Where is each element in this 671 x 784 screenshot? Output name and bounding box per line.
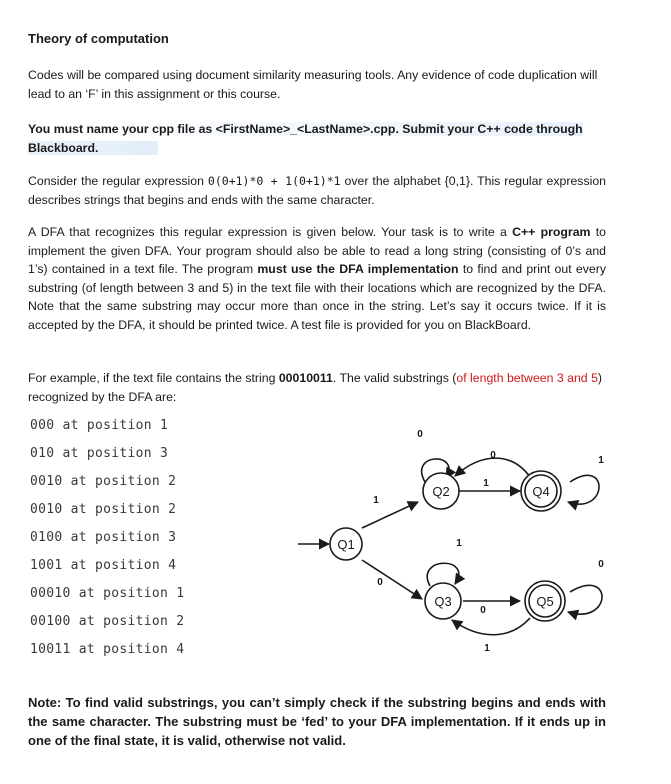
example-length-note: of length between 3 and 5	[456, 371, 598, 385]
edge-q5-self	[568, 585, 602, 614]
task-text-3: to find and print out every substring (of length between 3 and 5) in the text file with their locations which are recognized by the DFA. Note that the same substring may occur more than once in the string. Let’s say it occurs twice. If it is accepted by the DFA, it should be printed twice. A test file is provided for you on BlackBoard.	[28, 262, 606, 332]
task-text-1: A DFA that recognizes this regular expression is given below. Your task is to write a	[28, 225, 513, 239]
example-string: 00010011	[278, 371, 333, 385]
edge-q1-q2	[362, 502, 418, 528]
task-text-2: to implement the given DFA. Your program should also be able to read a long string (consisting of 0’s and 1’s) contained in a text file. The program	[28, 225, 606, 276]
page-title: Theory of computation	[28, 31, 169, 46]
label-q3-self: 1	[456, 538, 462, 549]
substring-item: 000 at position 1	[30, 418, 169, 433]
task-bold-2: must use the DFA implementation	[257, 262, 459, 276]
substring-item: 0100 at position 3	[30, 530, 177, 545]
edge-q5-q3	[452, 618, 530, 635]
label-q2-self: 0	[417, 429, 423, 440]
regex-expression: 0(0+1)*0 + 1(0+1)*1	[207, 174, 341, 188]
substring-item: 00100 at position 2	[30, 614, 185, 629]
example-text-1: For example, if the text file contains the string	[28, 371, 279, 385]
label-q1-q2: 1	[373, 495, 379, 506]
plagiarism-paragraph: Codes will be compared using document similarity measuring tools. Any evidence of code duplication will lead to an ‘F’ in this assignment or this course.	[28, 68, 598, 101]
note-paragraph: Note: To find valid substrings, you can’t simply check if the substring begins and ends with the same character. The substring must be ‘fed’ to your DFA implementation. If it ends up in one of the final state, it is valid, otherwise not valid.	[28, 695, 606, 748]
example-text-2: . The valid substrings (	[332, 371, 457, 385]
regex-text-2: over the alphabet {0,1}. This regular expression describes strings that begins and ends with the same character.	[28, 174, 607, 207]
example-text-3: ) recognized by the DFA are:	[28, 371, 603, 404]
substring-item: 10011 at position 4	[30, 642, 185, 657]
substring-item: 0010 at position 2	[30, 474, 177, 489]
submission-text: You must name your cpp file as <FirstName>_<LastName>.cpp. Submit your C++ code through Blackboard.	[28, 122, 583, 155]
substring-item: 010 at position 3	[30, 446, 169, 461]
edge-q1-q3	[362, 560, 422, 599]
state-label-q1: Q1	[337, 537, 355, 552]
substring-item: 00010 at position 1	[30, 586, 185, 601]
task-bold-1: C++ program	[512, 225, 591, 239]
state-label-q2: Q2	[432, 484, 450, 499]
label-q5-self: 0	[598, 559, 604, 570]
label-q5-q3: 1	[484, 643, 490, 654]
label-q3-q5: 0	[480, 605, 486, 616]
regex-text-1: Consider the regular expression	[28, 174, 208, 188]
substring-item: 1001 at position 4	[30, 558, 177, 573]
state-label-q4: Q4	[532, 484, 550, 499]
edge-q4-self	[568, 475, 599, 504]
substring-item: 0010 at position 2	[30, 502, 177, 517]
label-q1-q3: 0	[377, 577, 383, 588]
label-q4-self: 1	[598, 455, 604, 466]
label-q2-q4: 1	[483, 478, 489, 489]
label-q4-q2: 0	[490, 450, 496, 461]
state-label-q5: Q5	[536, 594, 554, 609]
state-label-q3: Q3	[434, 594, 452, 609]
